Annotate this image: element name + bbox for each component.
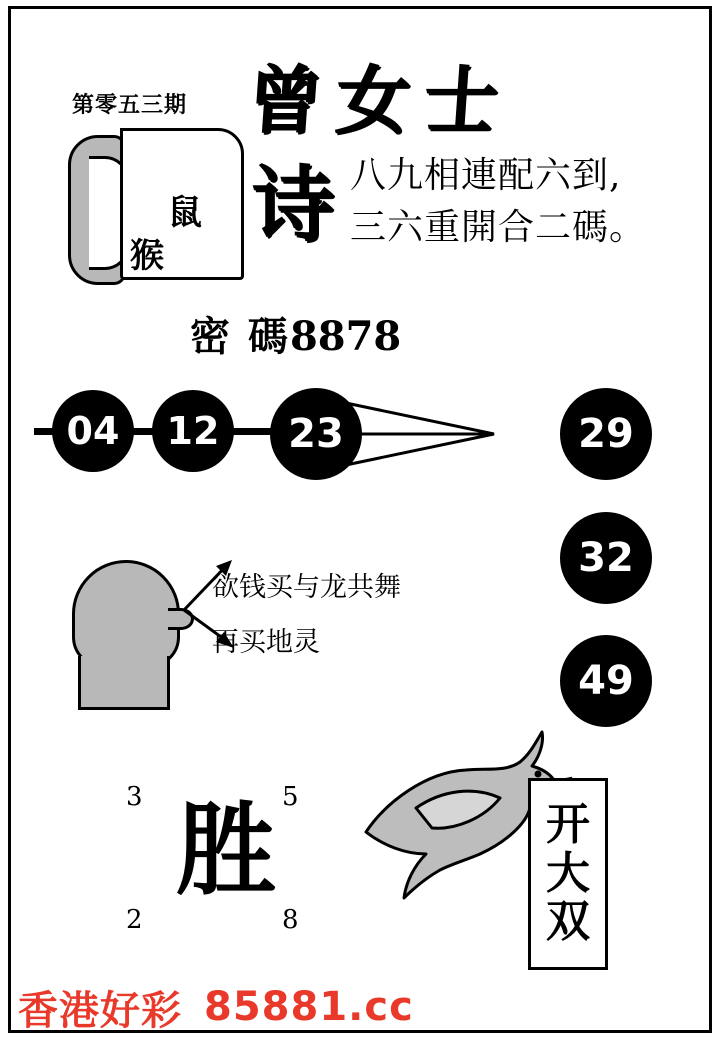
neck-shape <box>78 656 170 710</box>
footer-bar <box>0 975 720 1039</box>
lottery-ball: 04 <box>52 390 134 472</box>
corner-number-top-left: 3 <box>126 782 143 812</box>
lottery-ball: 29 <box>560 388 652 480</box>
handset-shape <box>68 135 126 285</box>
speech-line-2: 再买地灵 <box>212 627 320 658</box>
speech-line-1: 欲钱买与龙共舞 <box>212 572 401 603</box>
verse-line-2: 三六重開合二碼。 <box>350 207 647 249</box>
secret-code-value: 8878 <box>289 313 402 360</box>
lottery-ball: 23 <box>270 388 362 480</box>
verse-block <box>350 150 690 254</box>
result-char-2: 大 <box>546 847 590 899</box>
lottery-ball: 12 <box>152 390 234 472</box>
verse-line-1: 八九相連配六到, <box>350 155 622 196</box>
head-shape <box>72 560 180 668</box>
site-url[interactable]: 85881.cc <box>204 984 414 1030</box>
zodiac-top-label: 鼠 <box>168 193 202 233</box>
result-char-1: 开 <box>546 799 590 851</box>
site-name: 香港好彩 <box>18 987 182 1034</box>
corner-number-bottom-left: 2 <box>126 905 143 935</box>
result-box <box>528 778 608 970</box>
zodiac-bottom-label: 猴 <box>130 236 164 276</box>
corner-number-top-right: 5 <box>282 782 299 812</box>
secret-code-label: 密 碼 <box>190 313 290 360</box>
speaking-head-icon <box>72 560 192 710</box>
secret-code <box>190 305 401 362</box>
big-character: 胜 <box>176 791 276 909</box>
poem-label: 诗 <box>252 157 335 253</box>
lottery-ball: 32 <box>560 512 652 604</box>
result-char-3: 双 <box>546 896 590 948</box>
corner-number-bottom-right: 8 <box>282 905 299 935</box>
lottery-ball: 49 <box>560 635 652 727</box>
brand-title: 曾女士 <box>244 58 515 144</box>
issue-label: 第零五三期 <box>72 92 188 118</box>
